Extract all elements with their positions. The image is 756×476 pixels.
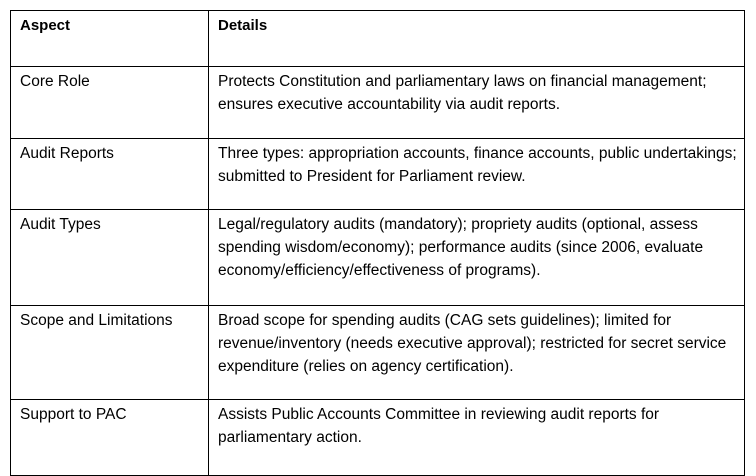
table-row [11,210,745,306]
table-row [11,306,745,400]
cell-details: Three types: appropriation accounts, finance accounts, public undertakings; submitted to President for Parliament review. [209,139,745,210]
cell-aspect: Audit Reports [11,139,209,210]
table-row [11,67,745,139]
cell-details: Assists Public Accounts Committee in reviewing audit reports for parliamentary action. [209,400,745,476]
header-aspect: Aspect [11,11,209,67]
cell-aspect: Scope and Limitations [11,306,209,400]
cell-aspect: Support to PAC [11,400,209,476]
cell-details: Legal/regulatory audits (mandatory); propriety audits (optional, assess spending wisdom/economy); performance audits (since 2006, evaluate economy/efficiency/effectiveness of programs). [209,210,745,306]
table-row [11,139,745,210]
table-header-row [11,11,745,67]
header-details: Details [209,11,745,67]
aspect-details-table [10,10,745,476]
table-row [11,400,745,476]
cell-details: Protects Constitution and parliamentary laws on financial management; ensures executive accountability via audit reports. [209,67,745,139]
cell-details: Broad scope for spending audits (CAG sets guidelines); limited for revenue/inventory (needs executive approval); restricted for secret service expenditure (relies on agency certification). [209,306,745,400]
cell-aspect: Audit Types [11,210,209,306]
cell-aspect: Core Role [11,67,209,139]
